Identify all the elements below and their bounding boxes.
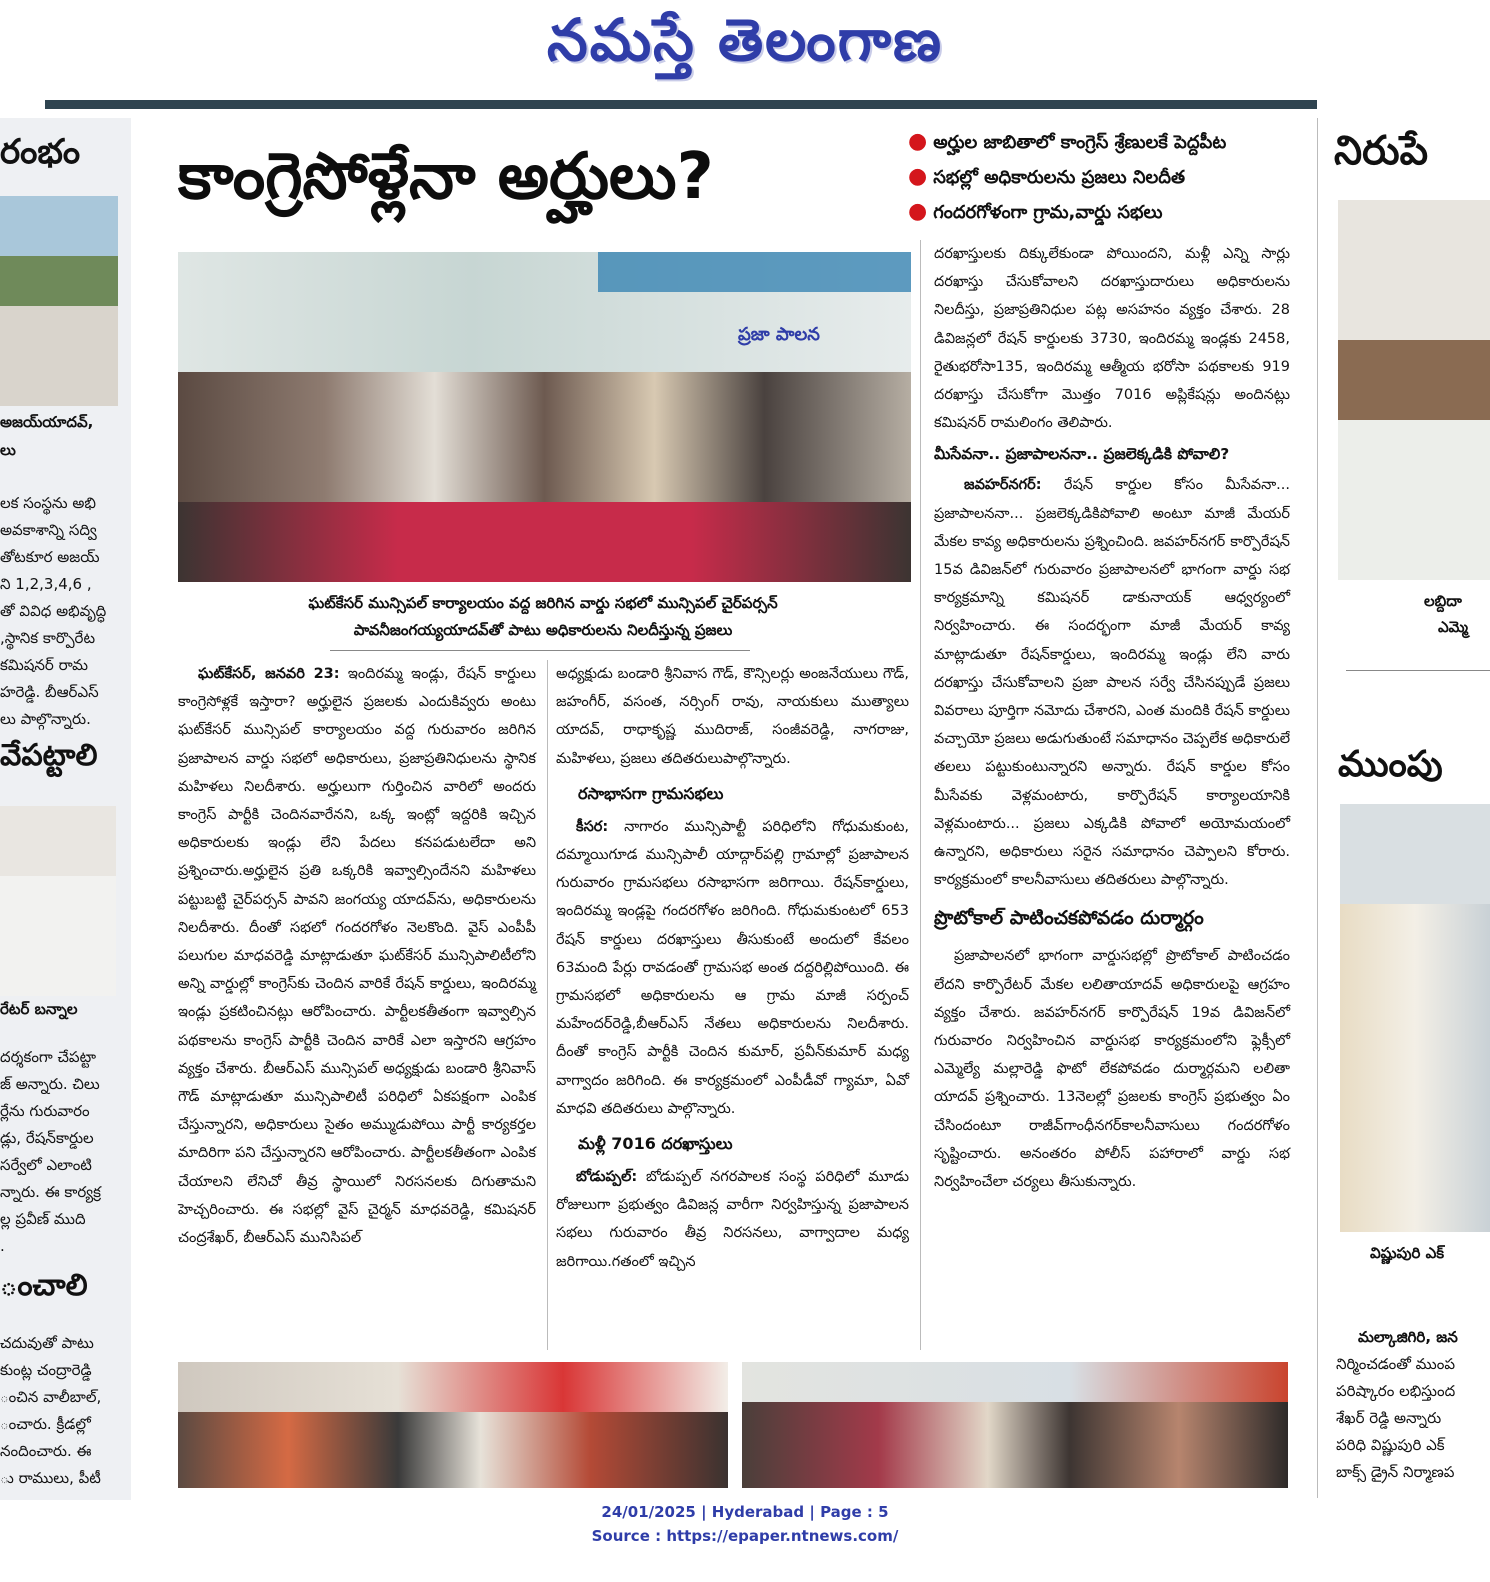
left-caption-2: రేటర్ బన్నాల xyxy=(0,1000,78,1018)
left-headline-2: వేపట్టాలి xyxy=(0,738,98,773)
dateline: బోడుప్పల్: xyxy=(576,1169,638,1186)
dateline: ఘట్‌కేసర్, జనవరి 23: xyxy=(198,666,340,682)
article-column-3: దరఖాస్తులకు దిక్కులేకుండా పోయిందని, మళ్లీ ఎన్ని సార్లు దరఖాస్తు చేసుకోవాలని దరఖాస్తుదారులు అధికారులను నిలదీస్తు, ప్రజాప్రతినిధుల పట్ల అసహనం వ్యక్తం చేశారు. 28 డివిజన్లలో రేషన్ కార్డులకు 3730, ఇందిరమ్మ ఇండ్లకు 2458, రైతుభరోసా135, ఇందిరమ్మ ఆత్మీయ భరోసా పథకాలకు 919 దరఖాస్తు చేసుకోగా మొత్తం 7016 అప్లికేషన్లు అందినట్లు కమిషనర్ రామలింగం తెలిపారు. మీసేవనా.. ప్రజాపాలననా.. ప్రజలెక్కడికి పోవాలి? జవహర్‌నగర్: రేషన్ కార్డుల కోసం మీసేవనా... ప్రజాపాలననా... ప్రజలెక్కడికిపోవాలి అంటూ మాజీ మేయర్ మేకల కావ్య అధికారులను ప్రశ్నించింది. జవహర్‌నగర్ కార్పొరేషన్ 15వ డివిజన్‌లో గురువారం ప్రజాపాలనలో భాగంగా వార్డు సభ కార్యక్రమాన్ని కమిషనర్ డాకునాయక్ ఆధ్వర్యంలో నిర్వహించారు. ఈ సందర్భంగా మాజీ మేయర్ కావ్య మాట్లాడుతూ రేషన్‌కార్డులు, ఇందిరమ్మ ఇండ్లు లేని వారు దరఖాస్తు చేసుకోవాలని ప్రజా పాలన సర్వే చేసినప్పుడే ప్రజలు వివరాలు పూర్తిగా నమోదు చేశారని, ఎంత మందికి రేషన్ కార్డులు వచ్చాయో ప్రజలు అడుగుతుంటే సమాధానం చెప్పలేక అధికారులే తలలు పట్టుకుంటున్నారని అన్నారు. రేషన్ కార్డుల కోసం మీసేవకు వెళ్లమంటారు, కార్పొరేషన్ కార్యాలయానికి వెళ్లమంటారు... ప్రజలు ఎక్కడికి పోవాలో అయోమయంలో ఉన్నారని, అధికారులు సరైన సమాధానం చెప్పాలని కోరారు. కార్యక్రమంలో కాలనీవాసులు తదితరులు పాల్గొన్నారు. ప్రొటోకాల్ పాటించకపోవడం దుర్మార్గం ప్రజాపాలనలో భాగంగా వార్డుసభల్లో ప్రొటోకాల్ పాటించడం లేదని కార్పొరేటర్ మేకల లలితాయాదవ్ అధికారులపై ఆగ్రహం వ్యక్తం చేశారు. జవహర్‌నగర్ కార్పొరేషన్ 19వ డివిజన్‌లో గురువారం నిర్వహించిన వార్డుసభ కార్యక్రమంలోని ఫ్లెక్సీలో ఎమ్మెల్యే మల్లారెడ్డి ఫొటో లేకపోవడం దుర్మార్గమని లలితా యాదవ్ ప్రశ్నించారు. 13నెలల్లో ప్రజలకు కాంగ్రెస్ ప్రభుత్వం ఏం చేసిందంటూ రాజీవ్‌గాంధీనగర్‌కాలనీవాసులు గందరగోళం సృష్టించారు. అనంతరం పోలీస్ పహారాలో వార్డు సభ నిర్వహించేలా చర్యలు తీసుకున్నారు. xyxy=(934,246,1291,1191)
dateline: జవహర్‌నగర్: xyxy=(964,477,1042,494)
right-caption-1: లబ్దిదా ఎమ్మె xyxy=(1424,592,1469,636)
masthead-title: నమస్తే తెలంగాణ xyxy=(547,6,943,74)
right-headline-1: నిరుపే xyxy=(1334,128,1429,174)
page-footer xyxy=(0,1500,1490,1548)
column-rule-right xyxy=(1317,118,1318,1498)
left-body-3: చదువుతో పాటు కుంట్ల చంద్రారెడ్డి ంచిన వాలీబాల్, ంచారు. క్రీడల్లో నందించారు. ఈ ు రాములు, పీటీ xyxy=(0,1334,102,1487)
left-body-2: దర్శకంగా చేపట్టా జ్ అన్నారు. చిలు ర్లేను గురువారం డ్లు, రేషన్‌కార్డుల సర్వేలో ఎలాంటి న్నారు. ఈ కార్యక్ర ల్ల ప్రవీణ్ ముది . xyxy=(0,1048,101,1255)
left-photo-2 xyxy=(0,806,116,996)
bullet-item: ● గందరగోళంగా గ్రామ,వార్డు సభలు xyxy=(908,199,1163,224)
footer-source-link[interactable]: Source : https://epaper.ntnews.com/ xyxy=(591,1527,899,1545)
right-divider xyxy=(1346,670,1490,671)
bullet-dot-icon: ● xyxy=(908,199,928,224)
main-photo xyxy=(178,252,911,582)
right-adjacent-column xyxy=(1320,118,1490,1500)
right-photo-2 xyxy=(1340,804,1490,1232)
bullet-dot-icon: ● xyxy=(908,164,928,189)
left-body-1: లక సంస్థను అభి అవకాశాన్ని సద్వి తోటకూర అజయ్ ని 1,2,3,4,6 , తో వివిధ అభివృద్ధి ,స్థానిక కార్పొరేట కమిషనర్ రామ హరెడ్డి. బీఆర్ఎస్ లు పాల్గొన్నారు. xyxy=(0,494,107,728)
left-caption-1: అజయ్‌యాదవ్, లు xyxy=(0,413,94,459)
bottom-photo-right xyxy=(742,1362,1288,1488)
right-headline-2: ముంపు xyxy=(1338,744,1443,785)
column-rule-2 xyxy=(920,240,921,1350)
main-photo-caption: ఘట్‌కేసర్ మున్సిపల్ కార్యాలయం వద్ద జరిగిన వార్డు సభలో మున్సిపల్ చైర్‌పర్సన్ పావనీజంగయ్యయాదవ్‌తో పాటు అధికారులను నిలదీస్తున్న ప్రజలు xyxy=(308,594,778,639)
column-rule-1 xyxy=(547,660,548,1350)
article-column-1: ఘట్‌కేసర్, జనవరి 23: ఇందిరమ్మ ఇండ్లు, రేషన్ కార్డులు కాంగ్రెసోళ్లకే ఇస్తారా? అర్హులైన ప్రజలకు ఎందుకివ్వరు అంటు ఘట్‌కేసర్ మున్సిపల్ కార్యాలయం వద్ద గురువారం జరిగిన ప్రజాపాలన వార్డు సభలో అధికారులు, ప్రజాప్రతినిధులను స్థానిక మహిళలు నిలదీశారు. అర్హులుగా గుర్తించిన వారిలో అందరు కాంగ్రెస్ పార్టీకి చెందినవారేనని, ఒక్క ఇంట్లో ఇద్దరికి ఇచ్చిన అధికారులకు ఇండ్లు లేని పేదలు కనపడుటలేదా అని ప్రశ్నించారు.అర్హులైన ప్రతి ఒక్కరికి ఇవ్వాల్సిందేనని మహిళలు పట్టుబట్టి చైర్‌పర్సన్ పావని జంగయ్య యాదవ్‌ను, అధికారులను నిలదీశారు. దీంతో సభలో గందరగోళం నెలకొంది. వైస్ ఎంపీపీ పలుగుల మాధవరెడ్డి మాట్లాడుతూ ఘట్‌కేసర్ మున్సిపాలిటీలోని అన్ని వార్డుల్లో కాంగ్రెస్‌కు చెందిన వారికే రేషన్ కార్డులు, ఇందిరమ్మ ఇండ్లు ప్రకటించినట్లు ఆరోపించారు. పార్టీలకతీతంగా ఇవ్వాల్సిన పథకాలను కాంగ్రెస్ పార్టీకి చెందిన వారికే ఎలా ఇస్తారని ఆగ్రహం వ్యక్తం చేశారు. బీఆర్ఎస్ మున్సిపల్ అధ్యక్షుడు బండారి శ్రీనివాస్ గౌడ్ మాట్లాడుతూ మున్సిపాలిటీ పరిధిలో ఏకపక్షంగా ఎంపిక చేస్తున్నారని, అధికారులు సైతం అమ్ముడుపోయి పార్టీ కార్యకర్తల మాదిరిగా పని చేస్తున్నారని ఆరోపించారు. పార్టీలకతీతంగా ఎంపిక చేయాలని లేనిచో తీవ్ర స్థాయిలో నిరసనలకు దిగుతామని హెచ్చరించారు. ఈ సభల్లో వైస్ చైర్మన్ మాధవరెడ్డి, కమిషనర్ చంద్రశేఖర్, బీఆర్ఎస్ మునిసిపల్ xyxy=(178,666,536,1247)
left-headline-3: ంచాలి xyxy=(0,1268,88,1303)
bullet-item: ● అర్హుల జాబితాలో కాంగ్రెస్ శ్రేణులకే పెద్దపీట xyxy=(908,129,1227,154)
left-headline-1: రంభం xyxy=(0,132,81,172)
bullet-dot-icon: ● xyxy=(908,129,928,154)
subheading: మీసేవనా.. ప్రజాపాలననా.. ప్రజలెక్కడికి పోవాలి? xyxy=(934,445,1230,464)
subheading: రసాభాసగా గ్రామసభలు xyxy=(578,783,724,803)
left-adjacent-column xyxy=(0,118,131,1500)
left-photo-1 xyxy=(0,196,118,406)
article-headline: కాంగ్రెసోళ్లేనా అర్హులు? xyxy=(178,140,714,214)
dateline: కీసర: xyxy=(576,818,609,835)
subheading: మళ్లీ 7016 దరఖాస్తులు xyxy=(578,1134,733,1154)
headline-bullets xyxy=(908,125,1308,230)
footer-date-line: 24/01/2025 | Hyderabad | Page : 5 xyxy=(601,1503,889,1521)
bottom-photo-left xyxy=(178,1362,728,1488)
right-photo-1 xyxy=(1338,200,1490,580)
main-photo-banner: ప్రజా పాలన xyxy=(738,324,820,345)
bullet-item: ● సభల్లో అధికారులను ప్రజలు నిలదీత xyxy=(908,164,1185,189)
subheading: ప్రొటోకాల్ పాటించకపోవడం దుర్మార్గం xyxy=(934,907,1204,930)
caption-divider xyxy=(330,650,750,651)
right-body: మల్కాజిగిరి, జన నిర్మించడంతో ముంప పరిష్కారం లభిస్తుంద శేఖర్ రెడ్డి అన్నారు పరిధి విష్ణుపురి ఎక్ బాక్స్ డ్రైన్ నిర్మాణప xyxy=(1336,1328,1458,1481)
article-column-2: అధ్యక్షుడు బండారి శ్రీనివాస గౌడ్, కౌన్సిలర్లు అంజనేయులు గౌడ్, జహంగీర్, వసంత, నర్సింగ్ రావు, నాయకులు ముత్యాలు యాదవ్, రాధాకృష్ణ ముదిరాజ్, సంజీవరెడ్డి, నాగరాజు, మహిళలు, ప్రజలు తదితరులుపాల్గొన్నారు. రసాభాసగా గ్రామసభలు కీసర: నాగారం మున్సిపాల్టీ పరిధిలోని గోధుమకుంట, దమ్మాయిగూడ మున్సిపాలీ యాద్గార్‌పల్లి గ్రామాల్లో ప్రజాపాలన గురువారం గ్రామసభలు రసాభాసగా జరిగాయి. రేషన్‌కార్డులు, ఇందిరమ్మ ఇండ్లపై గందరగోళం జరిగింది. గోధుమకుంటలో 653 రేషన్ కార్డులు దరఖాస్తులు తీసుకుంటే అందులో కేవలం 63మంది పేర్లు రావడంతో గ్రామసభ అంత దద్దరిల్లిపోయింది. ఈ గ్రామసభలో అధికారులను ఆ గ్రామ మాజీ సర్పంచ్ మహేందర్‌రెడ్డి,బీఆర్ఎస్ నేతలు అధికారులను నిలదీశారు. దీంతో కాంగ్రెస్ పార్టీకి చెందిన కుమార్, ప్రవీన్‌కుమార్ మధ్య వాగ్వాదం జరిగింది. ఈ కార్యక్రమంలో ఎంపీడీవో గ్యామా, ఏవో మాధవి తదితరులు పాల్గొన్నారు. మళ్లీ 7016 దరఖాస్తులు బోడుప్పల్: బోడుప్పల్ నగరపాలక సంస్థ పరిధిలో మూడు రోజులుగా ప్రభుత్వం డివిజన్ల వారీగా నిర్వహిస్తున్న ప్రజాపాలన సభలు గురువారం తీవ్ర నిరసనలు, వాగ్వాదాల మధ్య జరిగాయి.గతంలో ఇచ్చిన xyxy=(556,666,910,1270)
masthead-rule xyxy=(45,100,1317,109)
right-caption-2: విష్ణుపురి ఎక్ xyxy=(1370,1244,1445,1262)
